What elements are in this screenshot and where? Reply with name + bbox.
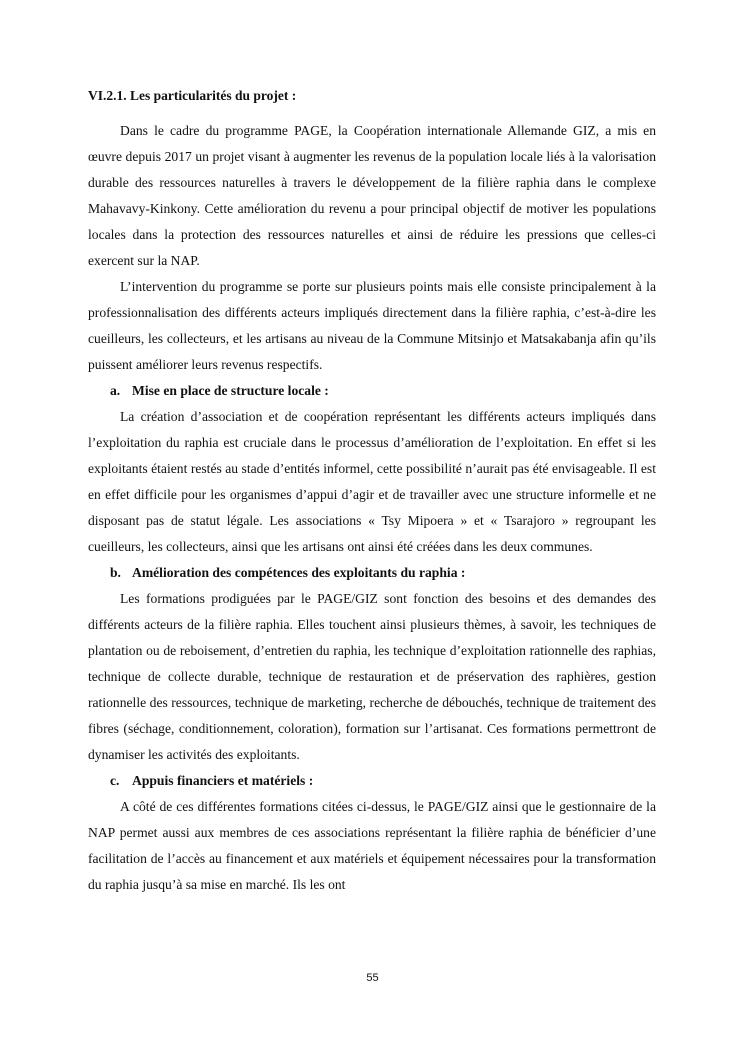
intro-paragraph-1: Dans le cadre du programme PAGE, la Coopération internationale Allemande GIZ, a mis en œuvre depuis 2017 un projet visant à augmenter les revenus de la population locale liés à la valorisation durable des ressources naturelles à travers le développement de la filière raphia dans le complexe Mahavavy-Kinkony. Cette amélioration du revenu a pour principal objectif de motiver les populations locales dans la protection des ressources naturelles et ainsi de réduire les pressions que celles-ci exercent sur la NAP. (88, 123, 656, 268)
subsection-b-paragraph: Les formations prodiguées par le PAGE/GIZ sont fonction des besoins et des demandes des différents acteurs de la filière raphia. Elles touchent ainsi plusieurs thèmes, à savoir, les techniques de plantation ou de reboisement, d’entretien du raphia, les technique d’exploitation rationnelle des raphias, technique de collecte durable, technique de restauration et de préservation des raphières, gestion rationnelle des ressources, technique de marketing, recherche de débouchés, technique de traitement des fibres (séchage, conditionnement, coloration), formation sur l’artisanat. Ces formations permettront de dynamiser les activités des exploitants. (88, 591, 656, 762)
section-heading: VI.2.1. Les particularités du projet : (88, 88, 297, 103)
subsection-c-heading (88, 768, 656, 794)
subsection-b-title: Amélioration des compétences des exploitants du raphia : (132, 565, 466, 580)
subsection-a-heading (88, 378, 656, 404)
subsection-a-title: Mise en place de structure locale : (132, 383, 329, 398)
subsection-b-letter: b. (110, 565, 121, 580)
subsection-c-title: Appuis financiers et matériels : (132, 773, 314, 788)
document-body (88, 88, 656, 898)
subsection-c-letter: c. (110, 773, 120, 788)
subsection-c-paragraph: A côté de ces différentes formations citées ci-dessus, le PAGE/GIZ ainsi que le gestionnaire de la NAP permet aussi aux membres de ces associations représentant la filière raphia de bénéficier d’une facilitation de l’accès au financement et aux matériels et équipement nécessaires pour la transformation du raphia jusqu’à sa mise en marché. Ils les ont (88, 799, 656, 892)
subsection-b-heading (88, 560, 656, 586)
subsection-a-paragraph: La création d’association et de coopération représentant les différents acteurs impliqués dans l’exploitation du raphia est cruciale dans le processus d’amélioration de l’exploitation. En effet si les exploitants étaient restés au stade d’entités informel, cette possibilité n’aurait pas été envisageable. Il est en effet difficile pour les organismes d’appui d’agir et de travailler avec une structure informelle et ne disposant pas de statut légale. Les associations « Tsy Mipoera » et « Tsarajoro » regroupant les cueilleurs, les collecteurs, ainsi que les artisans ont ainsi été créées dans les deux communes. (88, 409, 656, 554)
page-number: 55 (366, 972, 379, 984)
intro-paragraph-2: L’intervention du programme se porte sur plusieurs points mais elle consiste principalement à la professionnalisation des différents acteurs impliqués directement dans la filière raphia, c’est-à-dire les cueilleurs, les collecteurs, et les artisans au niveau de la Commune Mitsinjo et Matsakabanja afin qu’ils puissent améliorer leurs revenus respectifs. (88, 279, 656, 372)
subsection-a-letter: a. (110, 383, 121, 398)
